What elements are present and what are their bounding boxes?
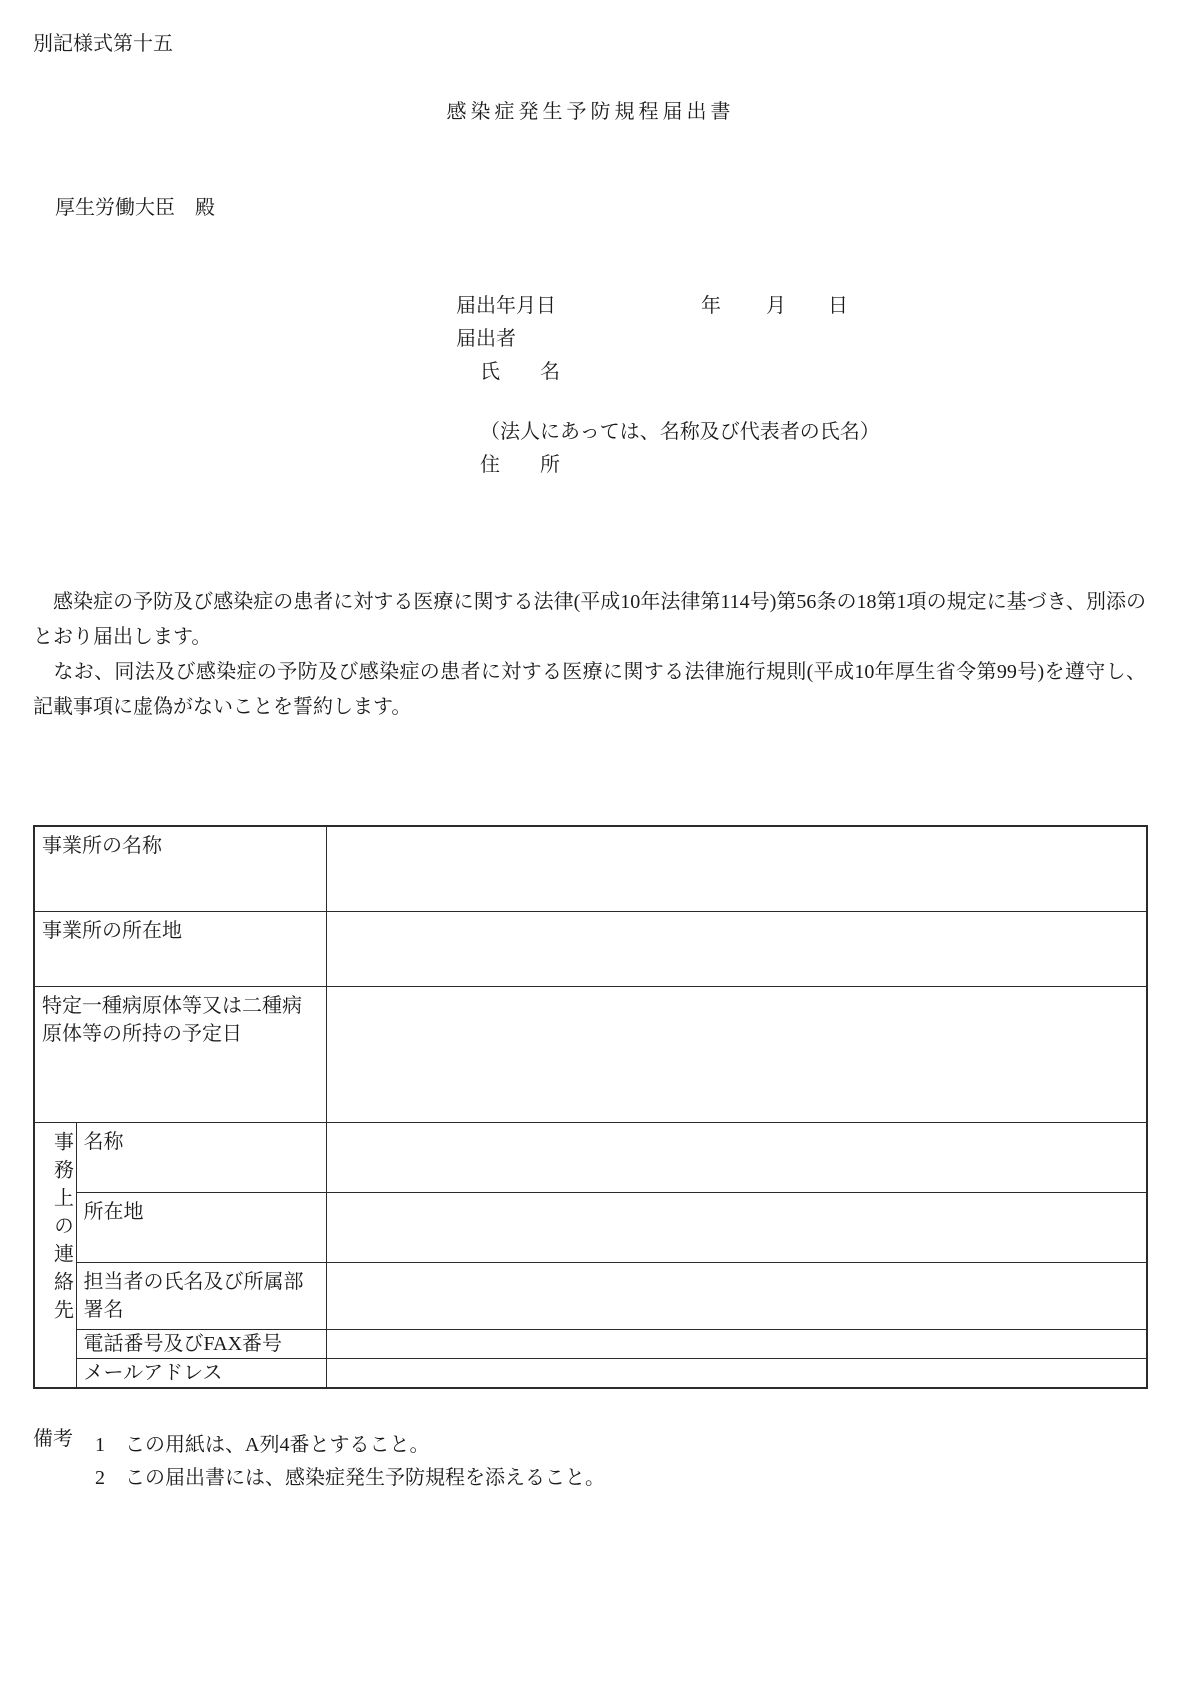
- addressee: 厚生労働大臣 殿: [55, 197, 215, 219]
- notifier-block: [456, 290, 1148, 482]
- remark-item: [95, 1429, 605, 1462]
- remark-text: この届出書には、感染症発生予防規程を添えること。: [125, 1467, 605, 1489]
- year-label: 年: [701, 295, 721, 317]
- remarks-list: [95, 1429, 605, 1495]
- document-title: 感染症発生予防規程届出書: [446, 101, 735, 123]
- field-contact-name[interactable]: [326, 1123, 1147, 1193]
- declaration-paragraph-2: なお、同法及び感染症の予防及び感染症の患者に対する医療に関する法律施行規則(平成10年厚生省令第99号)を遵守し、記載事項に虚偽がないことを誓約します。: [33, 661, 1146, 718]
- remark-item: [95, 1462, 605, 1495]
- remarks-label: 備考: [33, 1428, 73, 1450]
- table-row: [34, 1330, 1147, 1359]
- month-label: 月: [766, 295, 786, 317]
- table-row: [34, 1359, 1147, 1389]
- address-label: 住 所: [480, 454, 560, 476]
- form-number: 別記様式第十五: [33, 33, 173, 55]
- row-label-contact-name: 名称: [76, 1123, 326, 1193]
- field-pathogen-possession-date[interactable]: [326, 987, 1147, 1123]
- table-row: [34, 987, 1147, 1123]
- remarks: [33, 1429, 1148, 1495]
- table-row: [34, 1263, 1147, 1330]
- row-label-business-name: 事業所の名称: [34, 826, 326, 912]
- declaration-paragraph-1: 感染症の予防及び感染症の患者に対する医療に関する法律(平成10年法律第114号)第56条の18第1項の規定に基づき、別添のとおり届出します。: [33, 591, 1146, 648]
- row-label-contact-address: 所在地: [76, 1193, 326, 1263]
- field-business-address[interactable]: [326, 912, 1147, 987]
- row-label-pathogen-possession-date: 特定一種病原体等又は二種病原体等の所持の予定日: [34, 987, 326, 1123]
- row-label-phone-fax: 電話番号及びFAX番号: [76, 1330, 326, 1359]
- field-phone-fax[interactable]: [326, 1330, 1147, 1359]
- table-row: [34, 826, 1147, 912]
- date-label: 届出年月日: [456, 295, 556, 317]
- name-label: 氏 名: [480, 361, 560, 383]
- field-contact-person[interactable]: [326, 1263, 1147, 1330]
- contact-group-label: 事務上の連絡先: [34, 1123, 76, 1389]
- corporate-note: （法人にあっては、名称及び代表者の氏名）: [480, 421, 880, 443]
- field-email[interactable]: [326, 1359, 1147, 1389]
- notifier-label: 届出者: [456, 328, 516, 350]
- table-row: [34, 1193, 1147, 1263]
- remark-number: 1: [95, 1434, 105, 1456]
- declaration-text: [33, 585, 1146, 725]
- field-contact-address[interactable]: [326, 1193, 1147, 1263]
- row-label-business-address: 事業所の所在地: [34, 912, 326, 987]
- row-label-contact-person: 担当者の氏名及び所属部署名: [76, 1263, 326, 1330]
- row-label-email: メールアドレス: [76, 1359, 326, 1389]
- form-table: [33, 825, 1148, 1389]
- field-business-name[interactable]: [326, 826, 1147, 912]
- remark-text: この用紙は、A列4番とすること。: [125, 1434, 430, 1456]
- table-row: [34, 912, 1147, 987]
- date-line: [456, 290, 1148, 323]
- day-label: 日: [828, 295, 848, 317]
- remark-number: 2: [95, 1467, 105, 1489]
- table-row: [34, 1123, 1147, 1193]
